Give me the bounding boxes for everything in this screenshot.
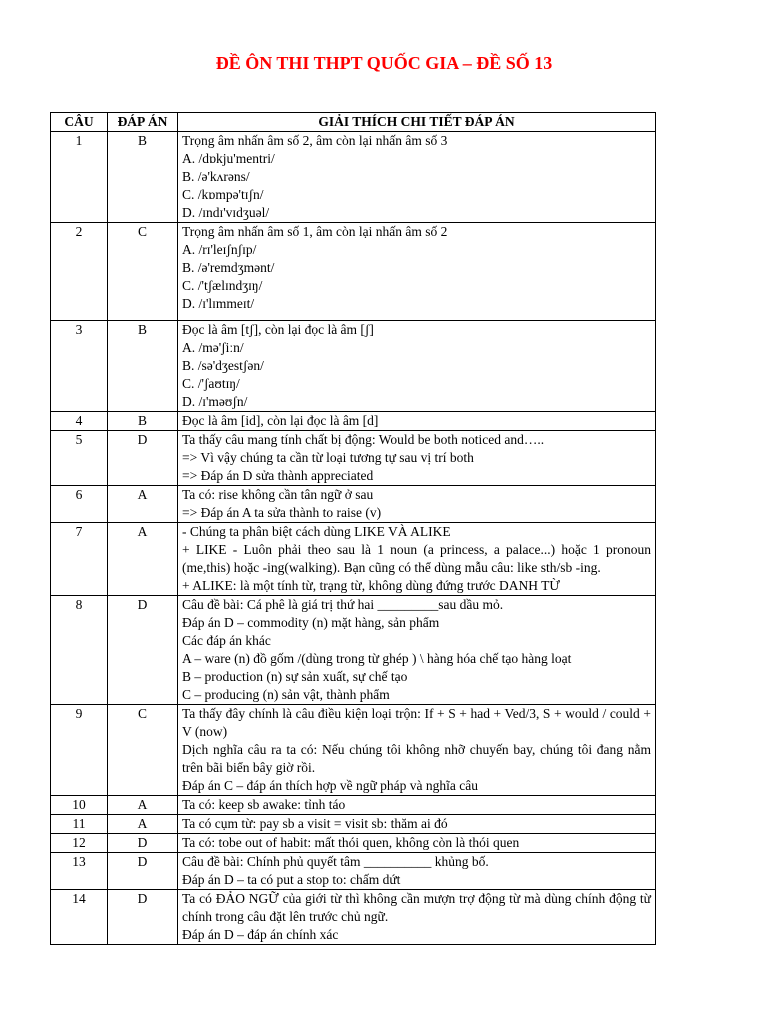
answer-table [50,112,656,945]
explanation-line: - Chúng ta phân biệt cách dùng LIKE VÀ ALIKE [182,524,451,539]
explanation-line: => Vì vậy chúng ta cần từ loại tương tự sau vị trí both [182,450,474,465]
table-header-row [51,113,656,132]
table-row [51,486,656,523]
explanation-line: C. /'tʃælɪndʒɪŋ/ [182,278,263,293]
answer-letter: B [108,412,178,431]
answer-letter: D [108,431,178,486]
answer-letter: D [108,853,178,890]
explanation-line: C – producing (n) sản vật, thành phẩm [182,687,390,702]
explanation-line: Dịch nghĩa câu ra ta có: Nếu chúng tôi không nhỡ chuyến bay, chúng tôi đang nằm trên bãi biển bây giờ rồi. [182,742,651,775]
answer-letter: A [108,796,178,815]
answer-letter: C [108,223,178,321]
question-number: 12 [51,834,108,853]
explanation-line: Ta có: rise không cần tân ngữ ở sau [182,487,374,502]
explanation-line: Đáp án D – commodity (n) mặt hàng, sản phẩm [182,615,440,630]
explanation-cell [178,705,656,796]
explanation-line: Trọng âm nhấn âm số 1, âm còn lại nhấn âm số 2 [182,224,448,239]
explanation-line: A. /rɪ'leɪʃnʃɪp/ [182,242,257,257]
column-header-question: CÂU [51,113,108,132]
explanation-line: B. /ə'kʌrəns/ [182,169,250,184]
question-number: 3 [51,321,108,412]
question-number: 6 [51,486,108,523]
explanation-line: A. /dɒkju'mentri/ [182,151,275,166]
question-number: 2 [51,223,108,321]
question-number: 7 [51,523,108,596]
explanation-line: Ta có ĐẢO NGỮ của giới từ thì không cần mượn trợ động từ mà dùng chính động từ chính trong câu đặt lên trước chủ ngữ. [182,891,651,924]
answer-letter: B [108,132,178,223]
question-number: 10 [51,796,108,815]
table-row [51,523,656,596]
table-row [51,412,656,431]
explanation-line: D. /ɪ'lɪmmeɪt/ [182,296,255,311]
question-number: 11 [51,815,108,834]
explanation-line: => Đáp án A ta sửa thành to raise (v) [182,505,382,520]
table-row [51,890,656,945]
explanation-cell [178,486,656,523]
table-row [51,596,656,705]
explanation-cell [178,890,656,945]
table-row [51,431,656,486]
explanation-cell [178,223,656,321]
answer-letter: A [108,815,178,834]
table-row [51,853,656,890]
explanation-line: Câu đề bài: Cá phê là giá trị thứ hai _________sau dầu mỏ. [182,597,504,612]
explanation-cell [178,853,656,890]
explanation-line: Ta có cụm từ: pay sb a visit = visit sb: thăm ai đó [182,816,448,831]
column-header-answer: ĐÁP ÁN [108,113,178,132]
explanation-line: D. /ɪndɪ'vɪdʒuəl/ [182,205,270,220]
page-title: ĐỀ ÔN THI THPT QUỐC GIA – ĐỀ SỐ 13 [215,53,553,73]
explanation-cell [178,412,656,431]
answer-letter: A [108,486,178,523]
answer-letter: C [108,705,178,796]
table-row [51,705,656,796]
column-header-explanation: GIẢI THÍCH CHI TIẾT ĐÁP ÁN [178,113,656,132]
table-row [51,815,656,834]
explanation-line: => Đáp án D sửa thành appreciated [182,468,374,483]
explanation-line: B – production (n) sự sản xuất, sự chế tạo [182,669,408,684]
answer-letter: D [108,596,178,705]
explanation-line: A – ware (n) đồ gốm /(dùng trong từ ghép ) \ hàng hóa chế tạo hàng loạt [182,651,572,666]
explanation-cell [178,834,656,853]
explanation-line: + LIKE - Luôn phải theo sau là 1 noun (a princess, a palace...) hoặc 1 pronoun (me,this) hoặc -ing(walking). Bạn cũng có thể dùng mẫu câu: like sth/sb -ing. [182,542,651,575]
explanation-cell [178,815,656,834]
explanation-line: B. /ə'remdʒmənt/ [182,260,275,275]
table-body [51,132,656,945]
question-number: 5 [51,431,108,486]
explanation-cell [178,431,656,486]
explanation-line: Đáp án C – đáp án thích hợp về ngữ pháp và nghĩa câu [182,778,478,793]
explanation-line: Đáp án D – ta có put a stop to: chấm dứt [182,872,401,887]
explanation-cell [178,523,656,596]
explanation-line: Trọng âm nhấn âm số 2, âm còn lại nhấn âm số 3 [182,133,448,148]
explanation-line: Các đáp án khác [182,633,271,648]
explanation-line: D. /ɪ'məʊʃn/ [182,394,248,409]
question-number: 8 [51,596,108,705]
explanation-line: Đáp án D – đáp án chính xác [182,927,339,942]
answer-letter: D [108,890,178,945]
explanation-line: Đọc là âm [id], còn lại đọc là âm [d] [182,413,379,428]
table-row [51,132,656,223]
question-number: 14 [51,890,108,945]
explanation-line: Ta thấy câu mang tính chất bị động: Would be both noticed and….. [182,432,545,447]
table-row [51,223,656,321]
answer-letter: D [108,834,178,853]
explanation-cell [178,596,656,705]
explanation-cell [178,132,656,223]
answer-letter: A [108,523,178,596]
explanation-line: B. /sə'dʒestʃən/ [182,358,264,373]
question-number: 1 [51,132,108,223]
explanation-line: Đọc là âm [tʃ], còn lại đọc là âm [ʃ] [182,322,374,337]
explanation-line: C. /kɒmpə'tɪʃn/ [182,187,264,202]
question-number: 13 [51,853,108,890]
explanation-line: Ta thấy đây chính là câu điều kiện loại trộn: If + S + had + Ved/3, S + would / could + V (now) [182,706,651,739]
answer-letter: B [108,321,178,412]
explanation-cell [178,321,656,412]
explanation-line: Ta có: keep sb awake: tỉnh táo [182,797,346,812]
table-row [51,796,656,815]
table-row [51,321,656,412]
question-number: 9 [51,705,108,796]
explanation-line: Ta có: tobe out of habit: mất thói quen, không còn là thói quen [182,835,520,850]
explanation-line: Câu đề bài: Chính phủ quyết tâm __________ khủng bố. [182,854,489,869]
question-number: 4 [51,412,108,431]
table-row [51,834,656,853]
explanation-cell [178,796,656,815]
explanation-line: + ALIKE: là một tính từ, trạng từ, không dùng đứng trước DANH TỪ [182,578,560,593]
explanation-line: A. /mə'ʃiːn/ [182,340,244,355]
explanation-line: C. /'ʃaʊtɪŋ/ [182,376,240,391]
